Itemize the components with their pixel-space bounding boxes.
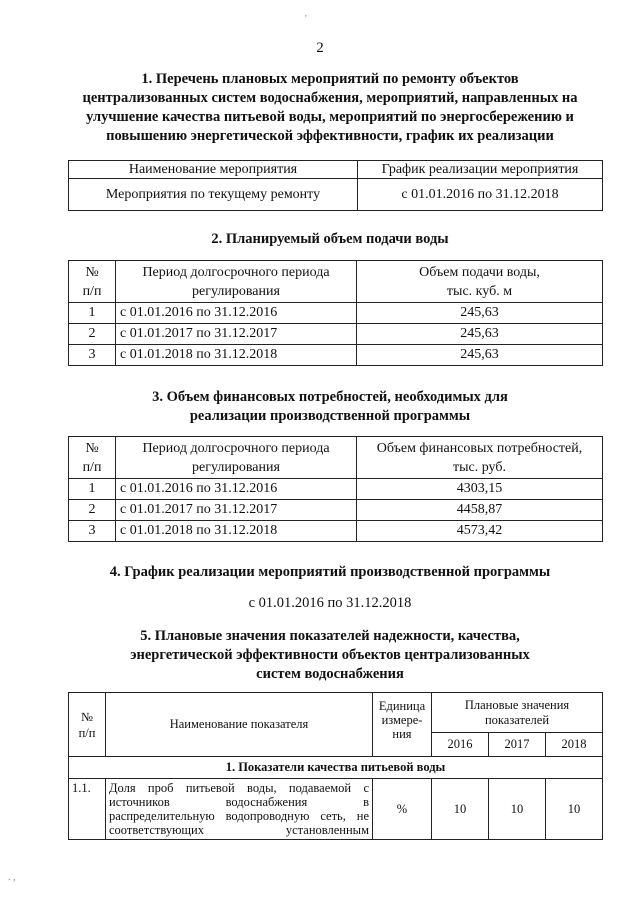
scan-mark: ' (305, 14, 307, 25)
header-measure-name: Наименование мероприятия (69, 161, 358, 179)
group-title: 1. Показатели качества питьевой воды (69, 757, 603, 779)
row-indicator-name: Доля проб питьевой воды, подаваемой с источников водоснабжения в распределительную водопроводную сеть, не соответствующих установленным (106, 779, 373, 840)
header-num: № п/п (69, 437, 116, 479)
table-row (69, 779, 603, 840)
header-volume: Объем подачи воды, тыс. куб. м (357, 261, 603, 303)
measures-table (68, 160, 603, 211)
header-year-2018: 2018 (546, 733, 603, 757)
header-num: № п/п (69, 693, 106, 757)
row-value-2017: 10 (489, 779, 546, 840)
indicators-table (68, 692, 603, 840)
header-indicator-name: Наименование показателя (106, 693, 373, 757)
header-period: Период долгосрочного периода регулирования (116, 261, 357, 303)
table-row: 3 с 01.01.2018 по 31.12.2018 245,63 (69, 345, 603, 366)
header-financial-volume: Объем финансовых потребностей, тыс. руб. (357, 437, 603, 479)
table-row: 1 с 01.01.2016 по 31.12.2016 245,63 (69, 303, 603, 324)
table-row: 1 с 01.01.2016 по 31.12.2016 4303,15 (69, 479, 603, 500)
section5-title: 5. Плановые значения показателей надежности, качества, энергетической эффективности объектов централизованных систем водоснабжения (130, 628, 530, 682)
header-year-2016: 2016 (432, 733, 489, 757)
table-row: 2 с 01.01.2017 по 31.12.2017 245,63 (69, 324, 603, 345)
section4-period: с 01.01.2016 по 31.12.2018 (248, 595, 412, 611)
header-unit: Единица измере- ния (373, 693, 432, 757)
header-planned-values: Плановые значения показателей (432, 693, 603, 733)
row-unit: % (373, 779, 432, 840)
section3-title: 3. Объем финансовых потребностей, необходимых для реализации производственной программы (152, 389, 508, 424)
header-schedule: График реализации мероприятия (358, 161, 603, 179)
section1-title: 1. Перечень плановых мероприятий по ремонту объектов централизованных систем водоснабжения, мероприятий, направленных на улучшение качества питьевой воды, мероприятий по энергосбережению и повышению энергетической эффективности, график их реализации (82, 71, 578, 144)
row-value-2016: 10 (432, 779, 489, 840)
scan-mark: . , (8, 872, 16, 883)
row-num: 1.1. (69, 779, 106, 840)
row-value-2018: 10 (546, 779, 603, 840)
table-row: 3 с 01.01.2018 по 31.12.2018 4573,42 (69, 521, 603, 542)
page-number: 2 (316, 40, 324, 56)
section2-title: 2. Планируемый объем подачи воды (211, 231, 449, 247)
header-period: Период долгосрочного периода регулирования (116, 437, 357, 479)
header-year-2017: 2017 (489, 733, 546, 757)
financial-needs-table (68, 436, 603, 542)
header-num: № п/п (69, 261, 116, 303)
section4-title: 4. График реализации мероприятий производственной программы (109, 564, 551, 580)
water-supply-table (68, 260, 603, 366)
table-row: 2 с 01.01.2017 по 31.12.2017 4458,87 (69, 500, 603, 521)
table-row: Мероприятия по текущему ремонту с 01.01.2016 по 31.12.2018 (69, 179, 603, 211)
